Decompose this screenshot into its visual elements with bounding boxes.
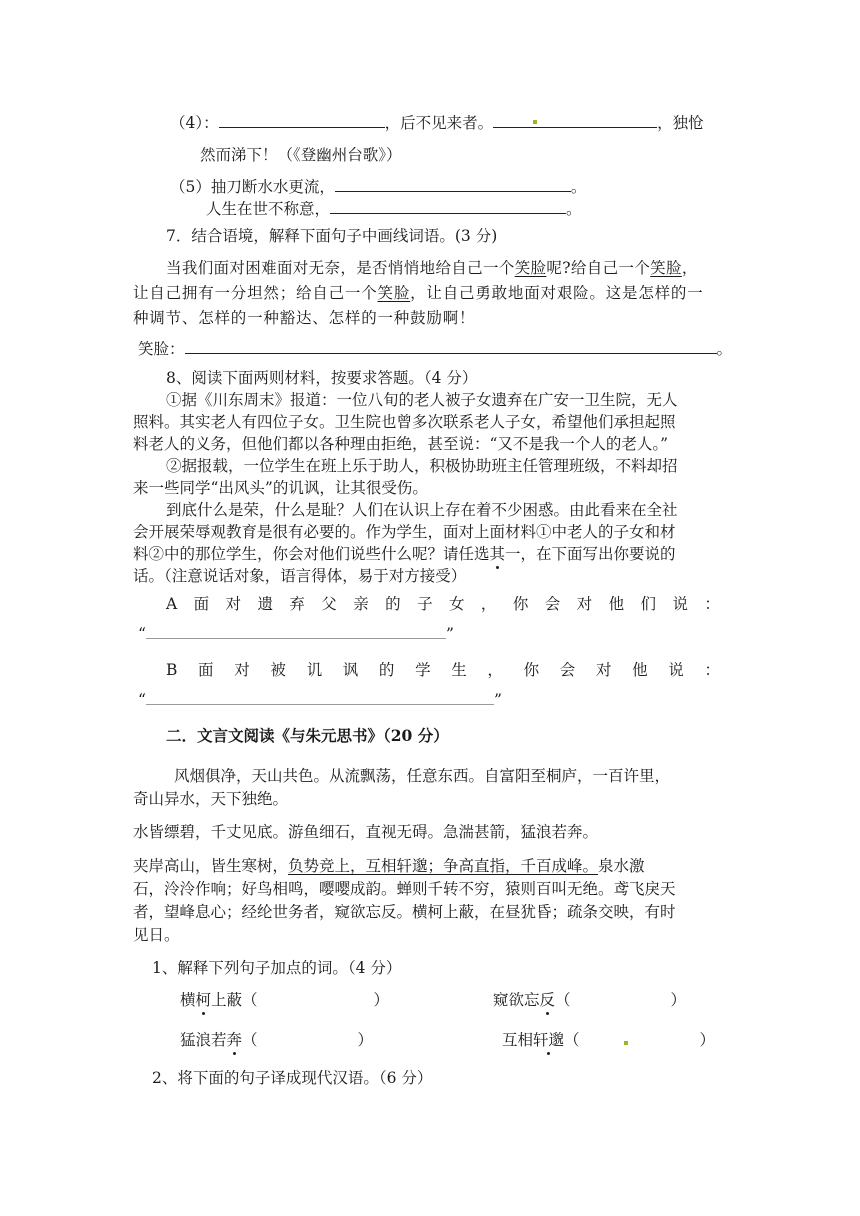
word-text: 窥欲忘	[493, 991, 540, 1009]
question-8-title: 8、阅读下面两则材料，按要求答题。（4 分）	[166, 369, 478, 387]
punct: 。	[566, 200, 582, 218]
para-text: ，	[681, 259, 698, 277]
classical-text-p3-line3: 者，望峰息心；经纶世务者，窥欲忘反。横柯上蔽，在昼犹昏；疏条交映，有时	[133, 903, 676, 921]
question-4-line1	[170, 112, 704, 133]
underlined-word: 笑脸	[514, 259, 547, 277]
spaced-char: B	[166, 661, 178, 679]
option-b-line	[166, 660, 720, 680]
spaced-char: 亲	[353, 595, 369, 613]
open-quote: “	[138, 691, 146, 709]
spaced-char: 你	[523, 661, 540, 679]
option-b-quote-line	[138, 690, 502, 710]
poem-text: （5）抽刀断水水更流，	[170, 178, 335, 196]
question-7-para-line2	[133, 283, 704, 303]
answer-blank[interactable]	[146, 692, 494, 705]
question-2-title: 2、将下面的句子译成现代汉语。（6 分）	[152, 1069, 433, 1087]
spaced-char: 父	[321, 595, 337, 613]
para-text: ，在下面写出你要说的	[520, 545, 676, 563]
spaced-char: ：	[704, 661, 720, 679]
spaced-char: A	[166, 595, 178, 613]
spaced-char: 讽	[342, 661, 359, 679]
close-paren: ）	[357, 1031, 374, 1049]
spaced-char: 对	[225, 595, 242, 613]
spaced-char: 学	[415, 661, 431, 679]
answer-blank[interactable]	[571, 990, 671, 1005]
question-7-answer	[138, 338, 732, 359]
spaced-char: 遗	[257, 595, 273, 613]
spaced-char: 弃	[289, 595, 305, 613]
spaced-char: 生	[451, 661, 467, 679]
close-paren: ）	[699, 1031, 716, 1049]
question-7-para-line3: 种调节、怎样的一种豁达、怎样的一种鼓励啊！	[133, 309, 476, 327]
spaced-char: ：	[704, 595, 720, 613]
spaced-char: 他	[608, 595, 625, 613]
requirement-line1: 到底什么是荣，什么是耻？人们在认识上存在着不少困惑。由此看来在全社	[166, 501, 678, 519]
para-text: 泉水激	[598, 857, 645, 875]
poem-text: ，后不见来者。	[384, 114, 494, 132]
underlined-phrase: 负势竞上，互相轩邈；争高直指，千百成峰。	[288, 857, 599, 875]
question-5-line2	[206, 198, 582, 219]
close-paren: ）	[670, 991, 687, 1009]
question-7-title: 7．结合语境，解释下面句子中画线词语。(3 分)	[166, 227, 498, 245]
answer-blank[interactable]	[330, 198, 566, 214]
classical-text-p3-line2: 石，泠泠作响；好鸟相鸣，嘤嘤成韵。蝉则千转不穷，猿则百叫无绝。鸢飞戾天	[133, 880, 676, 898]
classical-text-p3-line1	[133, 856, 645, 876]
material-1-line2: 照料。其实老人有四位子女。卫生院也曾多次联系老人子女，希望他们承担起照	[133, 413, 676, 431]
section-2-title: 二．文言文阅读《与朱元思书》（20 分）	[166, 726, 449, 745]
word-text: 上蔽（	[211, 991, 258, 1009]
spaced-char: 子	[417, 595, 433, 613]
underlined-word: 笑脸	[650, 259, 682, 277]
question-4-line2: 然而涕下！（《登幽州台歌》）	[200, 146, 402, 164]
green-marker	[624, 1041, 628, 1045]
q1-item-4	[502, 1030, 715, 1050]
para-text: 呢?给自己一个	[546, 259, 651, 277]
dotted-emphasis	[474, 545, 521, 563]
q1-item-1	[180, 990, 389, 1010]
classical-text-p1-line1: 风烟俱净，天山共色。从流飘荡，任意东西。自富阳至桐庐，一百许里，	[174, 767, 671, 785]
material-2-line1: ②据报载，一位学生在班上乐于助人，积极协助班主任管理班级，不料却招	[166, 457, 678, 475]
q1-item-2	[493, 990, 686, 1010]
word-text: （	[564, 1031, 580, 1049]
q1-item-3	[180, 1030, 373, 1050]
spaced-char: 讥	[306, 661, 323, 679]
spaced-char: 面	[193, 595, 210, 613]
answer-blank[interactable]	[146, 626, 446, 639]
option-a-line	[166, 594, 720, 614]
word-text: 横	[180, 991, 196, 1009]
material-1-line3: 料老人的义务，但他们都以各种理由拒绝，甚至说：“又不是我一个人的老人。”	[133, 435, 669, 453]
para-text: 料②中的那位学生，你会对他们说些什么呢？请任	[133, 545, 475, 563]
para-text: ，让自己勇敢地面对艰险。这是怎样的一	[410, 284, 704, 302]
poem-text: 人生在世不称意，	[206, 200, 331, 218]
answer-blank[interactable]	[219, 112, 385, 128]
question-1-title: 1、解释下列句子加点的词。（4 分）	[152, 959, 402, 977]
requirement-line4: 话。（注意说话对象，语言得体，易于对方接受）	[133, 567, 467, 585]
question-7-para-line1	[166, 258, 698, 278]
spaced-char: 女	[448, 595, 465, 613]
spaced-char: 面	[198, 661, 214, 679]
answer-blank[interactable]	[258, 990, 374, 1005]
spaced-char: 会	[544, 595, 561, 613]
spaced-char: 他	[632, 661, 648, 679]
material-1-line1: ①据《川东周末》报道：一位八旬的老人被子女遗弃在广安一卫生院，无人	[166, 391, 678, 409]
green-marker	[533, 120, 537, 124]
emphasis-word: 选其一	[474, 545, 521, 563]
spaced-char: 说	[668, 661, 684, 679]
spaced-char: 会	[559, 661, 576, 679]
para-text: 当我们面对困难面对无奈，是否悄悄地给自己一个	[166, 259, 515, 277]
close-quote: ”	[493, 691, 502, 709]
answer-blank[interactable]	[335, 176, 571, 192]
dotted-char: 反	[539, 991, 556, 1009]
close-paren: ）	[373, 991, 390, 1009]
spaced-char: ，	[487, 661, 503, 679]
punct: 。	[716, 340, 733, 358]
classical-text-p2: 水皆缥碧，千丈见底。游鱼细石，直视无碍。急湍甚箭，猛浪若奔。	[133, 823, 599, 841]
open-quote: “	[138, 625, 146, 643]
spaced-char: 对	[234, 661, 250, 679]
spaced-char: ，	[480, 595, 497, 613]
word-text: 猛浪若	[180, 1031, 227, 1049]
requirement-line3	[133, 544, 676, 564]
para-text: 夹岸高山，皆生寒树，	[133, 857, 289, 875]
spaced-char: 你	[512, 595, 529, 613]
answer-blank[interactable]	[185, 338, 717, 354]
question-number: （4）：	[170, 114, 219, 132]
material-2-line2: 来一些同学“出风头”的讥讽，让其很受伤。	[133, 479, 428, 497]
question-5-line1	[170, 176, 586, 197]
answer-blank[interactable]	[258, 1030, 358, 1045]
close-quote: ”	[445, 625, 454, 643]
word-text: （	[555, 991, 571, 1009]
dotted-char: 奔	[226, 1031, 243, 1049]
option-a-quote-line	[138, 624, 454, 644]
spaced-char: 的	[385, 595, 401, 613]
classical-text-p1-line2: 奇山异水，天下独绝。	[133, 790, 289, 808]
dotted-char: 柯	[195, 991, 212, 1009]
answer-blank[interactable]	[493, 112, 657, 128]
para-text: 让自己拥有一分坦然；给自己一个	[133, 284, 378, 302]
dotted-char: 轩邈	[533, 1031, 565, 1049]
requirement-line2: 会开展荣辱观教育是很有必要的。作为学生，面对上面材料①中老人的子女和材	[133, 523, 676, 541]
spaced-char: 的	[378, 661, 395, 679]
answer-label: 笑脸：	[138, 340, 185, 358]
classical-text-p3-line4: 见日。	[133, 926, 180, 944]
underlined-word: 笑脸	[377, 284, 411, 302]
word-text: （	[242, 1031, 258, 1049]
poem-text: ，独怆	[657, 114, 704, 132]
answer-blank[interactable]	[580, 1030, 700, 1045]
spaced-char: 被	[270, 661, 286, 679]
word-text: 互相	[502, 1031, 534, 1049]
spaced-char: 对	[595, 661, 612, 679]
spaced-char: 们	[640, 595, 657, 613]
spaced-char: 说	[672, 595, 688, 613]
punct: 。	[570, 178, 587, 196]
spaced-char: 对	[576, 595, 593, 613]
